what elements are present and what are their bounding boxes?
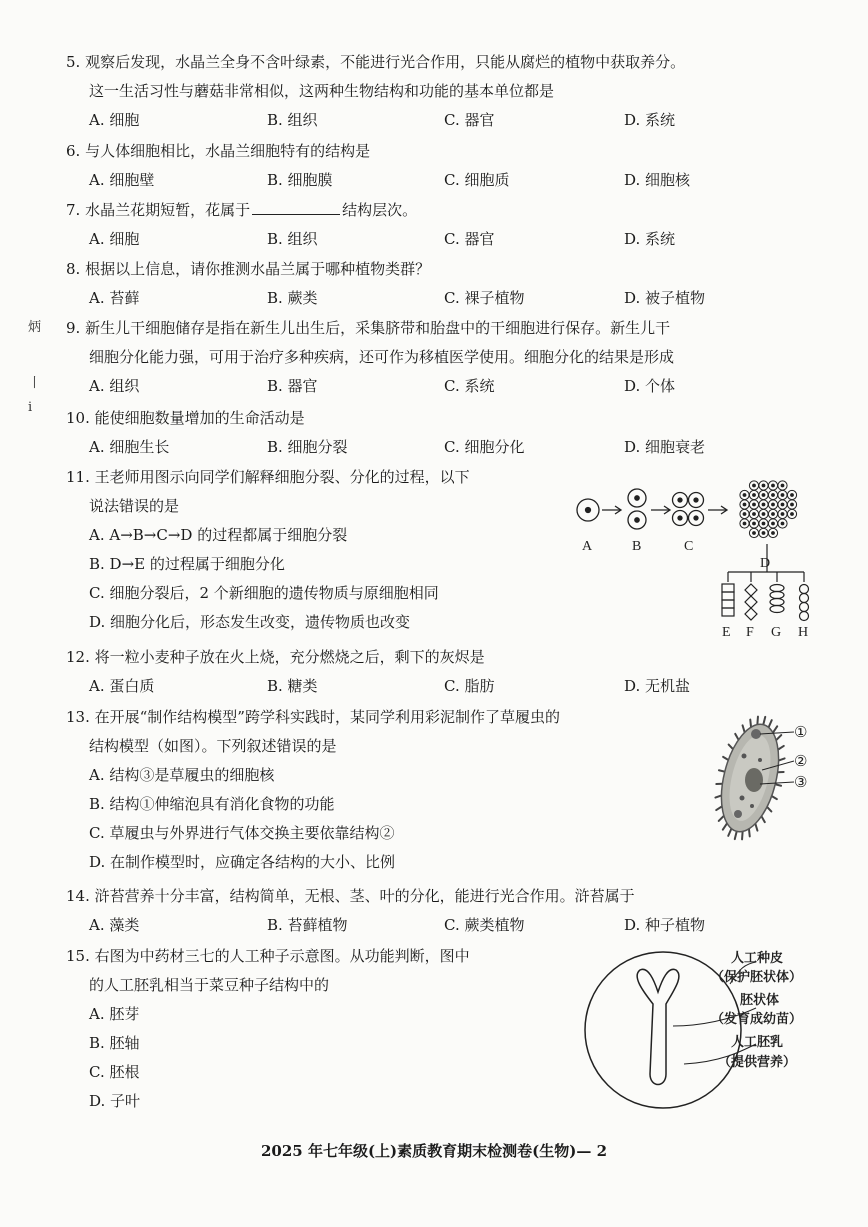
question-15 [66,942,566,1116]
margin-mark: i [28,400,33,415]
option-c[interactable]: C. 细胞质 [444,171,510,189]
option-a[interactable]: A. 细胞生长 [89,438,170,456]
option-b[interactable]: B. 糖类 [267,677,318,695]
options-row [89,284,826,313]
option-a[interactable]: A. 结构③是草履虫的细胞核 [89,766,275,784]
option-a[interactable]: A. 藻类 [89,916,140,934]
options-row [89,106,826,135]
option-d[interactable]: D. 细胞核 [624,171,691,189]
question-stem: 15. 右图为中药材三七的人工种子示意图。从功能判断，图中 [66,947,470,965]
fig-label-e: E [722,625,731,640]
option-d[interactable]: D. 无机盐 [624,677,691,695]
option-b[interactable]: B. 细胞分裂 [267,438,348,456]
option-b[interactable]: B. 器官 [267,377,318,395]
option-c[interactable]: C. 脂肪 [444,677,495,695]
fig-label-g: G [771,625,782,640]
artificial-seed-diagram [580,946,830,1116]
option-a[interactable]: A. 组织 [89,377,140,395]
options-row [89,166,826,195]
fig-label-embryoid-note: （发育成幼苗） [711,1011,803,1026]
option-d[interactable]: D. 子叶 [89,1092,141,1110]
option-d[interactable]: D. 细胞分化后，形态发生改变，遗传物质也改变 [89,613,411,631]
option-c[interactable]: C. 蕨类植物 [444,916,525,934]
option-b[interactable]: B. 结构①伸缩泡具有消化食物的功能 [89,795,335,813]
question-12 [66,643,826,701]
options-row [89,911,826,940]
fig-label-3: ③ [794,775,808,791]
option-b[interactable]: B. 苔藓植物 [267,916,348,934]
question-13 [66,703,706,877]
option-d[interactable]: D. 个体 [624,377,676,395]
stem-text: 7. 水晶兰花期短暂，花属于 [66,201,251,219]
fig-label-a: A [582,539,593,554]
question-stem: 12. 将一粒小麦种子放在火上烧，充分燃烧之后，剩下的灰烬是 [66,648,485,666]
option-d[interactable]: D. 种子植物 [624,916,706,934]
option-b[interactable]: B. D→E 的过程属于细胞分化 [89,555,285,573]
option-d[interactable]: D. 在制作模型时，应确定各结构的大小、比例 [89,853,396,871]
option-b[interactable]: B. 组织 [267,230,318,248]
question-stem: 这一生活习性与蘑菇非常相似，这两种生物结构和功能的基本单位都是 [89,82,555,100]
option-d[interactable]: D. 系统 [624,230,676,248]
question-stem: 8. 根据以上信息，请你推测水晶兰属于哪种植物类群？ [66,260,431,278]
option-b[interactable]: B. 胚轴 [89,1034,140,1052]
option-c[interactable]: C. 草履虫与外界进行气体交换主要依靠结构② [89,824,395,842]
question-stem [66,196,826,225]
option-a[interactable]: A. 细胞壁 [89,171,155,189]
option-a[interactable]: A. 胚芽 [89,1005,140,1023]
fig-label-endosperm: 人工胚乳 [731,1034,784,1049]
question-14 [66,882,826,940]
fig-label-1: ① [794,725,808,741]
margin-mark: 丨 [28,376,42,391]
fig-label-2: ② [794,754,808,770]
option-b[interactable]: B. 细胞膜 [267,171,333,189]
embryoid [637,969,679,1084]
question-9 [66,314,826,401]
question-stem: 9. 新生儿干细胞储存是指在新生儿出生后，采集脐带和胎盘中的干细胞进行保存。新生儿干 [66,319,671,337]
options-row [89,672,826,701]
option-c[interactable]: C. 胚根 [89,1063,140,1081]
option-b[interactable]: B. 组织 [267,111,318,129]
option-a[interactable]: A. 蛋白质 [89,677,155,695]
options-row [89,372,826,401]
question-stem: 结构模型（如图）。下列叙述错误的是 [89,737,337,755]
stem-text: 结构层次。 [342,201,418,219]
option-d[interactable]: D. 系统 [624,111,676,129]
question-stem: 说法错误的是 [89,497,180,515]
question-stem: 11. 王老师用图示向同学们解释细胞分裂、分化的过程，以下 [66,468,470,486]
option-a[interactable]: A. A→B→C→D 的过程都属于细胞分裂 [89,526,348,544]
options-row [89,225,826,254]
question-stem: 13. 在开展“制作结构模型”跨学科实践时，某同学利用彩泥制作了草履虫的 [66,708,560,726]
question-6 [66,137,826,195]
cell-cluster-d [740,481,797,538]
question-stem: 10. 能使细胞数量增加的生命活动是 [66,409,305,427]
question-5 [66,48,826,135]
nucleus [745,768,763,792]
fig-label-seed-coat: 人工种皮 [731,950,784,965]
question-10 [66,404,826,462]
option-b[interactable]: B. 蕨类 [267,289,318,307]
option-c[interactable]: C. 细胞分裂后，2 个新细胞的遗传物质与原细胞相同 [89,584,439,602]
page-footer: 2025 年七年级(上)素质教育期末检测卷(生物)— 2 [260,1142,608,1160]
question-stem: 14. 浒苔营养十分丰富，结构简单，无根、茎、叶的分化，能进行光合作用。浒苔属于 [66,887,635,905]
margin-mark: 炳 [28,320,42,335]
fig-label-d: D [760,556,771,571]
fig-label-f: F [746,625,754,640]
fig-label-embryoid: 胚状体 [740,992,780,1007]
option-a[interactable]: A. 细胞 [89,230,140,248]
question-stem: 6. 与人体细胞相比，水晶兰细胞特有的结构是 [66,142,371,160]
question-8 [66,255,826,313]
fig-label-b: B [632,539,642,554]
fig-label-seed-coat-note: （保护胚状体） [711,969,803,984]
question-7 [66,196,826,254]
option-c[interactable]: C. 系统 [444,377,495,395]
option-c[interactable]: C. 器官 [444,230,495,248]
option-c[interactable]: C. 裸子植物 [444,289,525,307]
question-11 [66,463,566,637]
option-c[interactable]: C. 器官 [444,111,495,129]
question-stem: 5. 观察后发现，水晶兰全身不含叶绿素，不能进行光合作用，只能从腐烂的植物中获取养分。 [66,53,686,71]
options-row [89,433,826,462]
option-a[interactable]: A. 细胞 [89,111,140,129]
option-c[interactable]: C. 细胞分化 [444,438,525,456]
cell-division-diagram [568,468,828,644]
option-d[interactable]: D. 细胞衰老 [624,438,706,456]
paramecium-model-diagram [694,712,824,842]
fig-label-c: C [684,539,694,554]
option-d[interactable]: D. 被子植物 [624,289,706,307]
fig-label-h: H [798,625,809,640]
answer-blank[interactable] [252,199,340,215]
option-a[interactable]: A. 苔藓 [89,289,140,307]
question-stem: 的人工胚乳相当于菜豆种子结构中的 [89,976,330,994]
fig-label-endosperm-note: （提供营养） [718,1054,797,1069]
question-stem: 细胞分化能力强，可用于治疗多种疾病，还可作为移植医学使用。细胞分化的结果是形成 [89,348,675,366]
